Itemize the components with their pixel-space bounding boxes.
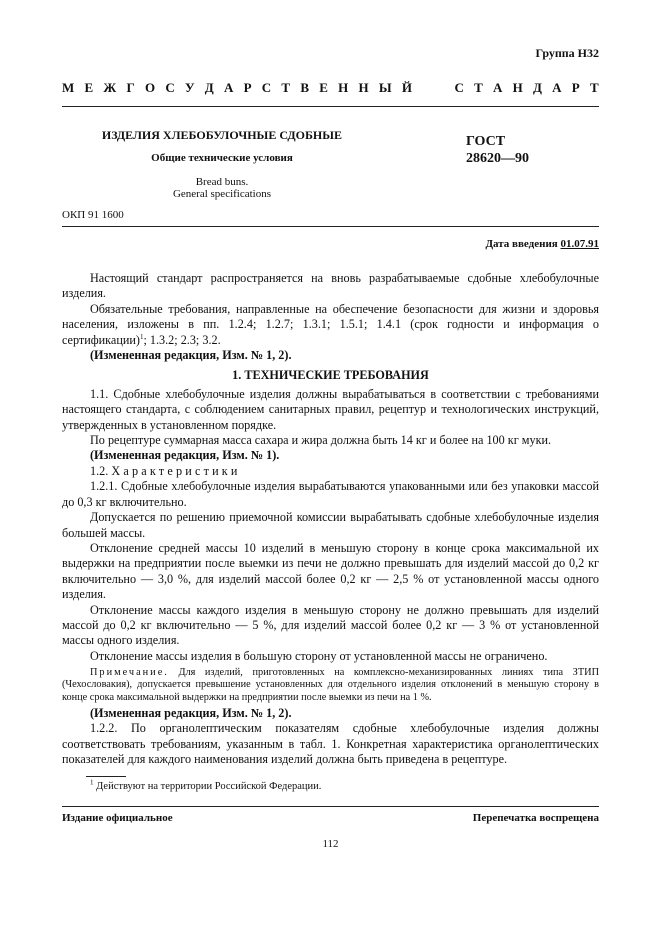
- banner-letter: О: [145, 80, 156, 95]
- banner-letter: Н: [358, 80, 369, 95]
- banner-letter: Г: [126, 80, 135, 95]
- edit-note: (Измененная редакция, Изм. № 1).: [90, 448, 280, 463]
- banner-letter: Р: [571, 80, 580, 95]
- banner-letter: А: [223, 80, 234, 95]
- document-body: [62, 271, 599, 768]
- clause-1-2-2: 1.2.2. По органолептическим показателям сдобные хлебобулочные изделия должны соответствовать требованиям, указанным в табл. 1. Конкретная характеристика органолептических показателей для каждого наименования изделий должна быть приведена в рецептуре.: [62, 721, 599, 767]
- banner-letter: Д: [532, 80, 542, 95]
- okp-rule: [62, 226, 599, 227]
- group-code: Группа Н32: [535, 46, 599, 60]
- clause-title: Характеристики: [111, 463, 241, 478]
- banner-letter: Т: [281, 80, 291, 95]
- banner-letter: С: [454, 80, 464, 95]
- banner-letter: Е: [84, 80, 94, 95]
- okp-code: ОКП 91 1600: [62, 209, 124, 221]
- banner-letter: Й: [401, 80, 412, 95]
- banner-letter: Е: [319, 80, 328, 95]
- banner-letter: В: [300, 80, 309, 95]
- footer: [62, 812, 599, 824]
- effective-date: [485, 238, 599, 250]
- english-title: Bread buns.: [195, 176, 249, 188]
- reprint-prohibited: Перепечатка воспрещена: [472, 812, 599, 824]
- intro-safety-text: Обязательные требования, направленные на обеспечение безопасности для жизни и здоровья населения, изложены в пп. 1.2.4; 1.2.7; 1.3.1; 1.5.1; 1.4.1 (срок годности и информация о сертификации): [62, 301, 599, 347]
- note-paragraph: [62, 667, 599, 704]
- banner-letter: Ж: [103, 80, 117, 95]
- banner-letter: Р: [243, 80, 252, 95]
- banner-letter: С: [261, 80, 272, 95]
- footnote: [90, 778, 322, 792]
- footer-rule: [62, 806, 599, 807]
- edit-note: (Измененная редакция, Изм. № 1, 2).: [90, 348, 292, 363]
- banner-letter: А: [552, 80, 562, 95]
- clause-1-2-heading: [62, 464, 599, 479]
- banner-letter: М: [62, 80, 75, 95]
- note-text: Для изделий, приготовленных на комплексно-механизированных линиях типа ЗТИП (Чехословакия), допускается превышение установленных для отдельного изделия отклонений в меньшую сторону в конце срока максимальной выдержки на предприятии после выемки из печи на 1 %.: [62, 667, 599, 703]
- gost-number: 28620—90: [466, 151, 529, 166]
- effective-date-value: 01.07.91: [560, 238, 599, 250]
- clause-1-2-1-avg-mass: Отклонение средней массы 10 изделий в меньшую сторону в конце срока максимальной их выдержки на предприятии после выемки из печи не должно превышать для изделий массой до 0,2 кг включительно — 3,0 %, для изделий массой более 0,2 кг — 2,5 % от установленной массы одного изделия.: [62, 540, 599, 602]
- intro-safety-paragraph: [62, 302, 599, 348]
- banner-letter: Т: [474, 80, 483, 95]
- clause-1-1-recipe: По рецептуре суммарная масса сахара и жира должна быть 14 кг и более на 100 кг муки.: [90, 433, 552, 448]
- banner-letter: У: [185, 80, 195, 95]
- banner-letter: Ы: [378, 80, 392, 95]
- footnote-mark: 1: [90, 778, 94, 787]
- banner-letter: Н: [338, 80, 349, 95]
- intro-safety-tail: ; 1.3.2; 2.3; 3.2.: [143, 332, 221, 347]
- note-label: Примечание.: [90, 667, 169, 679]
- footnote-rule: [86, 776, 126, 777]
- english-subtitle: General specifications: [172, 188, 272, 200]
- section-heading: 1. ТЕХНИЧЕСКИЕ ТРЕБОВАНИЯ: [232, 368, 429, 383]
- official-edition: Издание официальное: [62, 812, 173, 824]
- banner-letter: Т: [589, 80, 599, 95]
- banner-letter: А: [492, 80, 503, 95]
- header-rule: [62, 106, 599, 107]
- page-number: 112: [322, 838, 339, 850]
- banner-letter: Д: [204, 80, 214, 95]
- banner-letter: Н: [512, 80, 523, 95]
- footnote-text: Действуют на территории Российской Федерации.: [96, 781, 322, 792]
- interstate-standard-banner: [62, 80, 599, 96]
- gost-label: ГОСТ: [466, 134, 506, 149]
- edit-note: (Измененная редакция, Изм. № 1, 2).: [90, 706, 292, 721]
- document-subtitle: Общие технические условия: [151, 152, 293, 164]
- clause-number: 1.2.: [90, 463, 109, 478]
- clause-1-1: 1.1. Сдобные хлебобулочные изделия должны вырабатываться в соответствии с требованиями настоящего стандарта, с соблюдением санитарных правил, рецептур и технологических инструкций, утвержденных в установленном порядке.: [62, 386, 599, 432]
- banner-letter: С: [165, 80, 175, 95]
- clause-1-2-1: 1.2.1. Сдобные хлебобулочные изделия вырабатываются упакованными или без упаковки массой до 0,3 кг включительно.: [62, 479, 599, 509]
- effective-date-label: Дата введения: [485, 238, 558, 250]
- footnote-ref: 1: [139, 332, 144, 341]
- banner-gap: [422, 80, 444, 96]
- intro-paragraph: Настоящий стандарт распространяется на вновь разрабатываемые сдобные хлебобулочные изделия.: [62, 271, 599, 301]
- document-title: ИЗДЕЛИЯ ХЛЕБОБУЛОЧНЫЕ СДОБНЫЕ: [101, 128, 343, 142]
- clause-1-2-1-item-mass: Отклонение массы каждого изделия в меньшую сторону не должно превышать для изделий массой до 0,2 кг включительно — 5 %, для изделий массой более 0,2 кг — 3 % от установленной массы одного изделия.: [62, 602, 599, 648]
- clause-1-2-1-commission: Допускается по решению приемочной комиссии вырабатывать сдобные хлебобулочные изделия большей массы.: [62, 510, 599, 540]
- clause-1-2-1-upper-mass: Отклонение массы изделия в большую сторону от установленной массы не ограничено.: [90, 648, 548, 663]
